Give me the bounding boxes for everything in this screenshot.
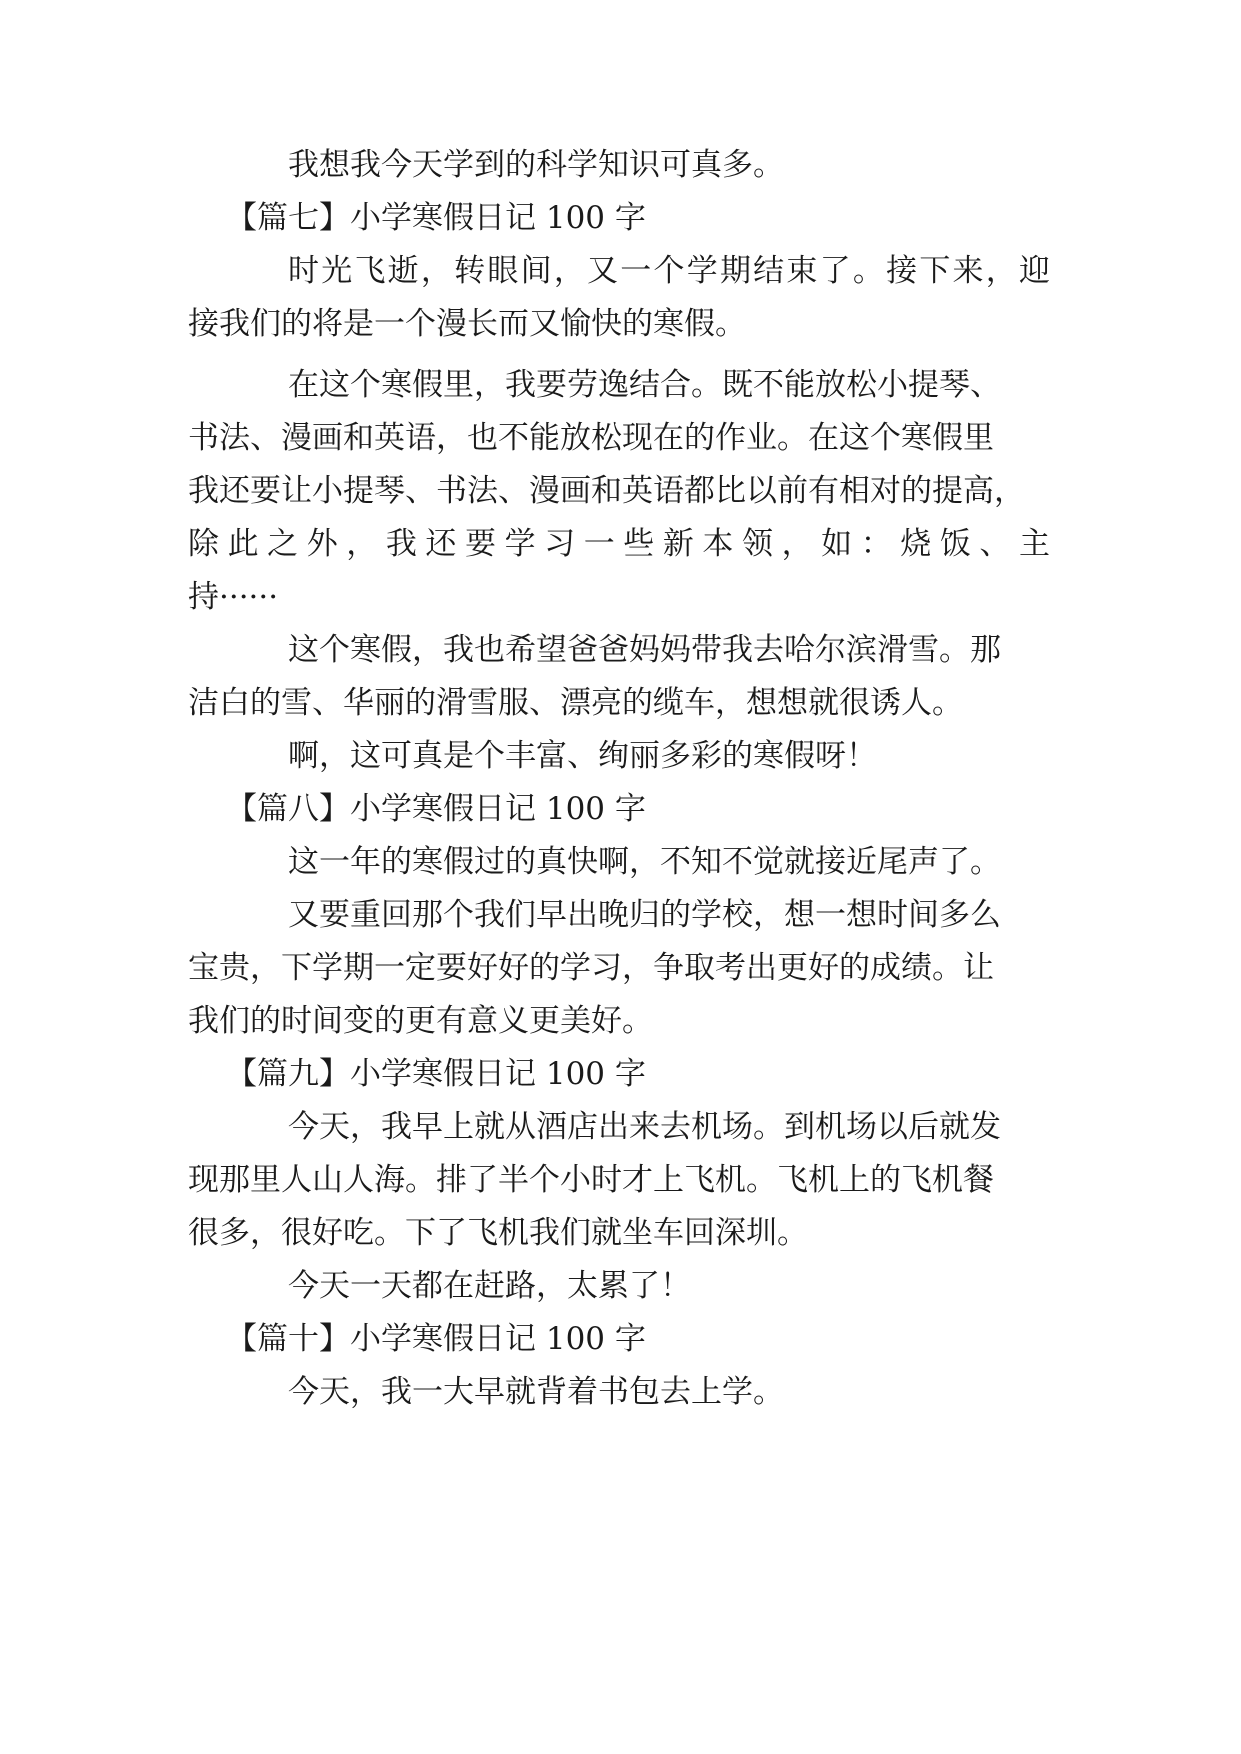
paragraph-line: 在这个寒假里，我要劳逸结合。既不能放松小提琴、 [288,367,1001,403]
paragraph-line: 宝贵，下学期一定要好好的学习，争取考出更好的成绩。让 [188,950,994,986]
paragraph-line: 这一年的寒假过的真快啊，不知不觉就接近尾声了。 [288,844,1001,880]
paragraph-line: 书法、漫画和英语，也不能放松现在的作业。在这个寒假里 [188,420,994,456]
paragraph-line: 今天，我一大早就背着书包去上学。 [288,1374,784,1410]
paragraph-line: 很多，很好吃。下了飞机我们就坐车回深圳。 [188,1215,808,1251]
paragraph-line: 现那里人山人海。排了半个小时才上飞机。飞机上的飞机餐 [188,1162,994,1198]
paragraph-line: 又要重回那个我们早出晚归的学校，想一想时间多么 [288,897,1001,933]
paragraph-line: 持······ [188,579,279,615]
section-heading: 【篇八】小学寒假日记 100 字 [226,791,646,827]
paragraph-line: 啊，这可真是个丰富、绚丽多彩的寒假呀！ [288,738,877,774]
paragraph-line: 我想我今天学到的科学知识可真多。 [288,147,784,183]
paragraph-line: 时光飞逝，转眼间，又一个学期结束了。接下来，迎 [288,253,1050,289]
paragraph-line: 洁白的雪、华丽的滑雪服、漂亮的缆车，想想就很诱人。 [188,685,963,721]
paragraph-line: 我还要让小提琴、书法、漫画和英语都比以前有相对的提高， [188,473,1025,509]
paragraph-line: 我们的时间变的更有意义更美好。 [188,1003,653,1039]
section-heading: 【篇七】小学寒假日记 100 字 [226,200,646,236]
paragraph-line: 除此之外，我还要学习一些新本领，如：烧饭、主 [188,526,1050,562]
section-heading: 【篇十】小学寒假日记 100 字 [226,1321,646,1357]
paragraph-line: 今天，我早上就从酒店出来去机场。到机场以后就发 [288,1109,1001,1145]
section-heading: 【篇九】小学寒假日记 100 字 [226,1056,646,1092]
paragraph-line: 这个寒假，我也希望爸爸妈妈带我去哈尔滨滑雪。那 [288,632,1001,668]
paragraph-line: 今天一天都在赶路，太累了！ [288,1268,691,1304]
paragraph-line: 接我们的将是一个漫长而又愉快的寒假。 [188,306,746,342]
